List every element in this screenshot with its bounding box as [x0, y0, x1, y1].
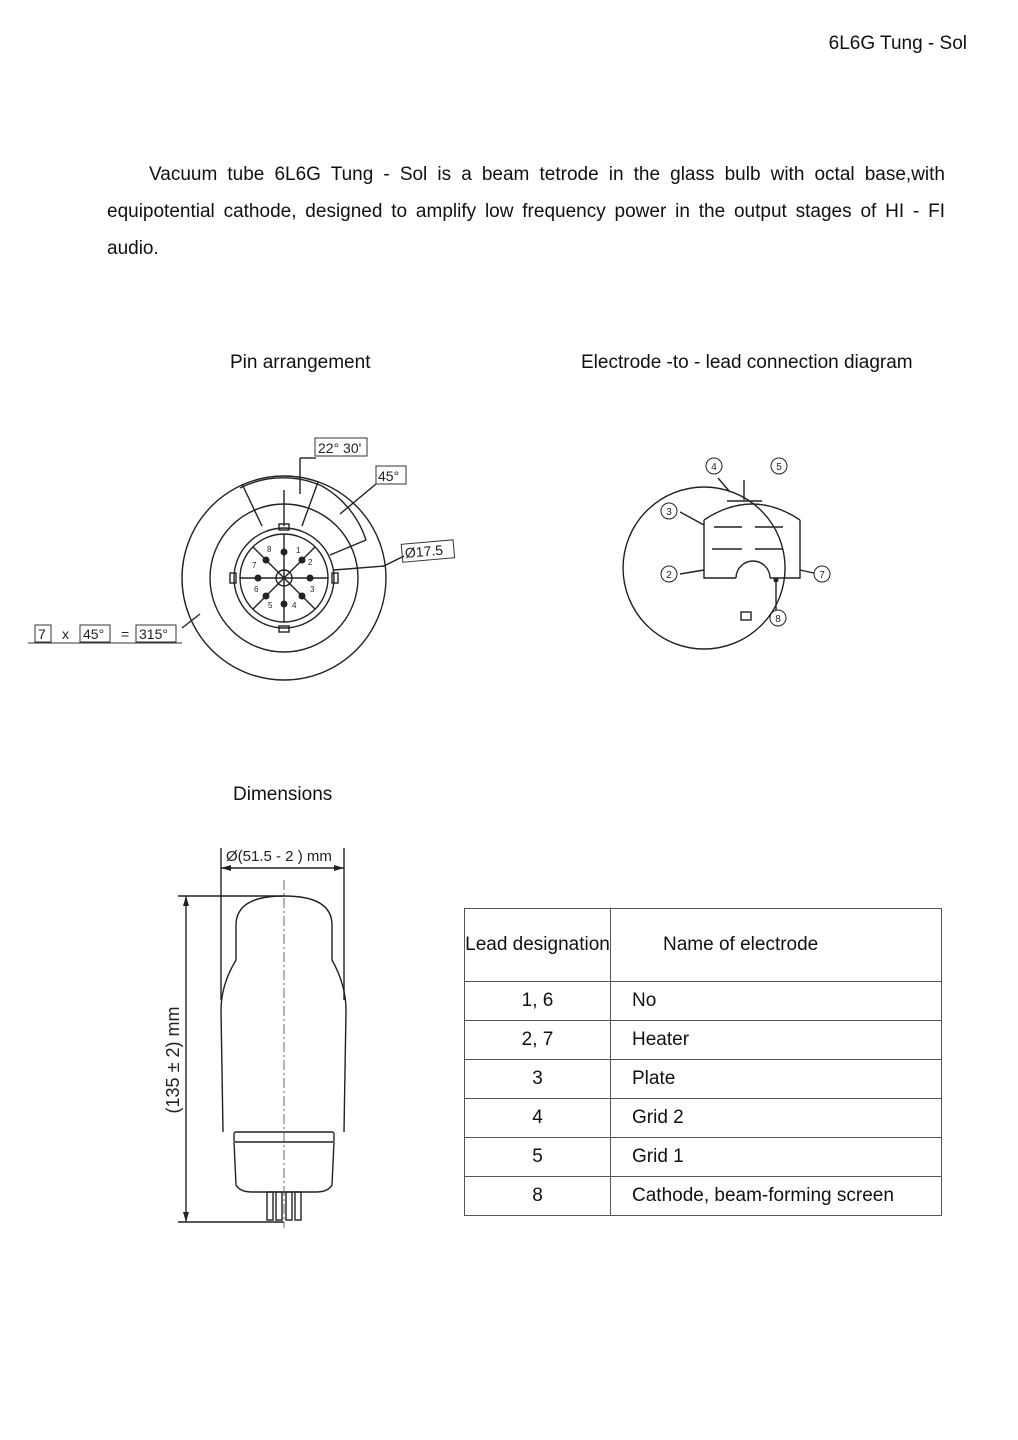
header-lead-designation: Lead designation	[465, 909, 611, 982]
lead-label: 7	[819, 570, 825, 581]
pin-number: 1	[296, 546, 301, 555]
table-row	[465, 1177, 942, 1216]
lead-label: 4	[711, 462, 717, 473]
pin-number: 7	[252, 561, 257, 570]
electrode-cell: Grid 2	[611, 1099, 942, 1138]
lead-label: 8	[775, 614, 781, 625]
angle-45-label: 45°	[378, 468, 400, 484]
page-header-title: 6L6G Tung - Sol	[828, 33, 967, 54]
table-row	[465, 1099, 942, 1138]
pin-number: 6	[254, 585, 259, 594]
lead-cell: 2, 7	[465, 1021, 611, 1060]
bulb-diameter-label: Ø(51.5 - 2 ) mm	[226, 848, 332, 865]
table-row	[465, 1021, 942, 1060]
intro-paragraph: Vacuum tube 6L6G Tung - Sol is a beam tetrode in the glass bulb with octal base,with equipotential cathode, designed to amplify low frequency power in the output stages of HI - FI audio.	[107, 164, 945, 259]
angle-step-label: 22° 30'	[318, 440, 362, 456]
lead-cell: 8	[465, 1177, 611, 1216]
table-row	[465, 1060, 942, 1099]
table-row	[465, 982, 942, 1021]
formula-equals: =	[121, 626, 130, 642]
lead-cell: 1, 6	[465, 982, 611, 1021]
pin-number: 5	[268, 601, 273, 610]
lead-label: 2	[666, 570, 672, 581]
tube-height-label: (135 ± 2) mm	[163, 1006, 183, 1114]
table-row	[465, 1138, 942, 1177]
lead-cell: 3	[465, 1060, 611, 1099]
pin-arrangement-caption: Pin arrangement	[230, 352, 371, 373]
table-header-row	[465, 909, 942, 982]
lead-cell: 5	[465, 1138, 611, 1177]
formula-angle: 45°	[83, 626, 105, 642]
electrode-cell: Grid 1	[611, 1138, 942, 1177]
electrode-cell: Plate	[611, 1060, 942, 1099]
electrode-cell: Cathode, beam-forming screen	[611, 1177, 942, 1216]
electrode-cell: No	[611, 982, 942, 1021]
electrode-table	[464, 908, 942, 1216]
pin-number: 4	[292, 601, 297, 610]
formula-count: 7	[38, 626, 46, 642]
lead-label: 3	[666, 507, 672, 518]
formula-times: x	[62, 626, 69, 642]
pin-number: 2	[308, 558, 313, 567]
pin-number: 3	[310, 585, 315, 594]
pin-circle-diameter-label: Ø17.5	[404, 541, 444, 561]
lead-cell: 4	[465, 1099, 611, 1138]
dimensions-caption: Dimensions	[233, 784, 333, 805]
pin-number: 8	[267, 545, 272, 554]
header-electrode-name: Name of electrode	[611, 909, 942, 982]
electrode-cell: Heater	[611, 1021, 942, 1060]
connection-diagram-caption: Electrode -to - lead connection diagram	[581, 352, 913, 373]
formula-total: 315°	[139, 626, 168, 642]
lead-label: 5	[776, 462, 782, 473]
